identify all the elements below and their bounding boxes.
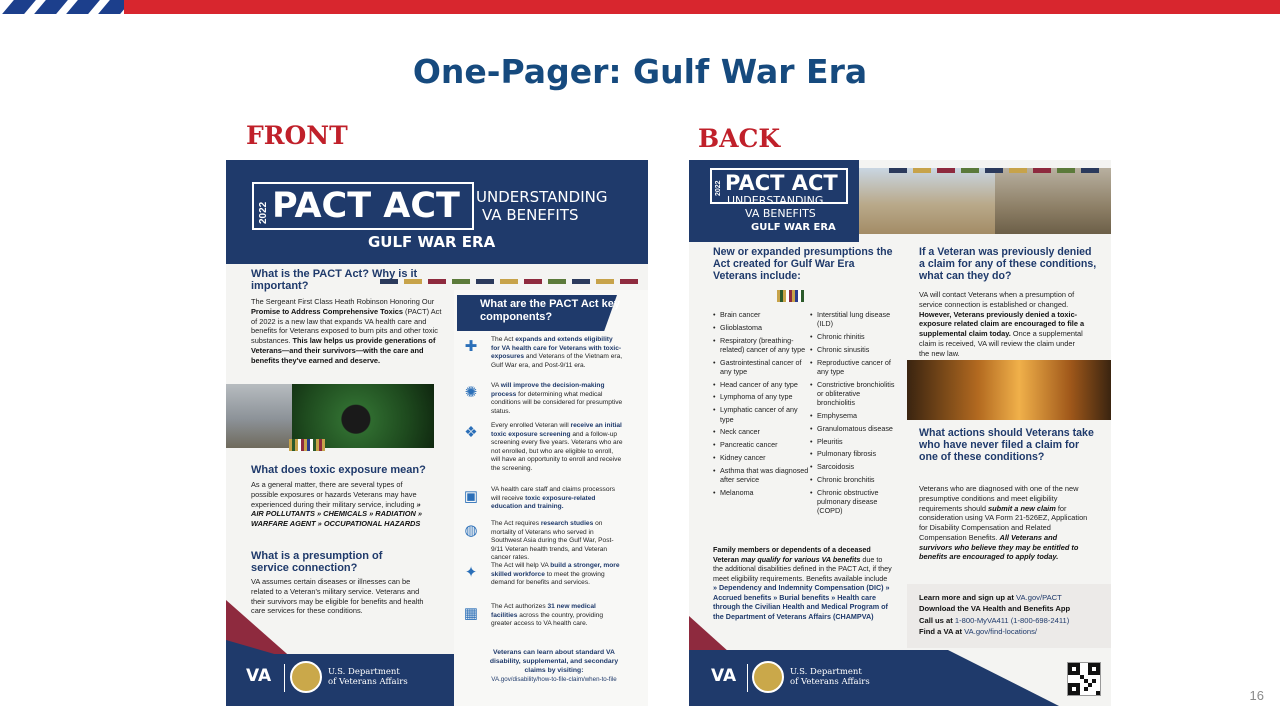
condition-item: • Reproductive cancer of any type	[810, 358, 896, 377]
banner-stripe	[34, 0, 68, 14]
va-seal-icon	[290, 661, 322, 693]
banner-stripe	[66, 0, 100, 14]
workforce-icon: ✦	[464, 564, 478, 581]
contact-call: Call us at 1-800-MyVA411 (1-800-698-2411)	[919, 615, 1070, 625]
contact-download-app: Download the VA Health and Benefits App	[919, 604, 1071, 614]
toxic-heading: What does toxic exposure mean?	[251, 464, 426, 476]
soldiers-desert-photo	[995, 168, 1111, 234]
va-department-name: U.S. Department of Veterans Affairs	[790, 667, 870, 687]
monitor-icon: ▣	[463, 488, 479, 505]
va-logo: VA	[246, 666, 272, 686]
back-header	[689, 160, 859, 242]
condition-item: • Interstitial lung disease (ILD)	[810, 310, 896, 329]
condition-item: • Respiratory (breathing-related) cancer of any type	[713, 336, 809, 355]
va-seal-icon	[752, 661, 784, 693]
sunset-soldiers-photo	[907, 360, 1111, 420]
front-label: FRONT	[246, 121, 348, 150]
va-department-name: U.S. Department of Veterans Affairs	[328, 667, 408, 687]
learn-more-text: Veterans can learn about standard VA disability, supplemental, and secondary claims by visiting:	[489, 649, 619, 674]
condition-item: • Brain cancer	[713, 310, 809, 319]
presumptions-heading: New or expanded presumptions the Act created for Gulf War Era Veterans include:	[713, 246, 893, 282]
service-ribbon	[777, 290, 804, 302]
condition-item: • Lymphatic cancer of any type	[713, 405, 809, 424]
condition-item: • Lymphoma of any type	[713, 392, 809, 401]
header-understanding: UNDERSTANDING	[727, 194, 824, 207]
presumption-heading: What is a presumption of service connection?	[251, 550, 383, 575]
conditions-column-1	[713, 310, 809, 500]
front-page	[226, 160, 648, 706]
actions-heading: What actions should Veterans take who have never filed a claim for one of these conditions?	[919, 427, 1094, 463]
header-gulf-war-era: GULF WAR ERA	[368, 233, 496, 251]
slide-title: One-Pager: Gulf War Era	[412, 52, 868, 91]
condition-item: • Kidney cancer	[713, 453, 809, 462]
condition-item: • Asthma that was diagnosed after service	[713, 466, 809, 485]
key-component-text: VA health care staff and claims processors will receive toxic exposure-related education and training.	[491, 486, 615, 511]
front-header	[226, 160, 648, 264]
va-logo: VA	[711, 666, 737, 686]
slide-number: 16	[1249, 688, 1264, 703]
banner-red-bar	[124, 0, 1280, 14]
condition-item: • Chronic obstructive pulmonary disease (COPD)	[810, 488, 896, 516]
key-component-text: VA will improve the decision-making process for determining what medical conditions will be considered for presumptive status.	[491, 382, 623, 415]
header-pact-act: PACT ACT	[272, 186, 460, 226]
key-component-text: The Act requires research studies on mortality of Veterans who served in Southwest Asia during the Gulf War, Post-9/11 Veteran health trends, and Veteran cancer rates.	[491, 520, 614, 562]
logo-divider	[747, 664, 748, 692]
contact-info	[919, 592, 1104, 638]
top-banner	[0, 0, 1280, 14]
header-year: 2022	[258, 201, 269, 224]
qr-code-icon[interactable]	[1067, 662, 1101, 696]
conditions-column-2	[810, 310, 896, 519]
condition-item: • Neck cancer	[713, 427, 809, 436]
clipboard-icon: ❖	[464, 424, 478, 441]
key-component-text: The Act expands and extends eligibility for VA health care for Veterans with toxic-exposures and Veterans of the Vietnam era, Gulf War era, and Post-9/11 era.	[491, 336, 623, 369]
denied-body: VA will contact Veterans when a presumption of service connection is established or changed. However, Veterans previously denied a toxic-exposure related claim are encouraged to file a supplemental claim today. Once a supplemental claim is received, VA will review the claim under the new law.	[919, 290, 1085, 358]
condition-item: • Glioblastoma	[713, 323, 809, 332]
header-gulf-war-era: GULF WAR ERA	[751, 222, 836, 233]
what-is-heading: What is the PACT Act? Why is it important?	[251, 268, 418, 293]
condition-item: • Sarcoidosis	[810, 462, 896, 471]
lightbulb-icon: ✺	[464, 384, 478, 401]
header-year: 2022	[715, 180, 722, 196]
header-pact-act: PACT ACT	[725, 171, 838, 195]
condition-item: • Emphysema	[810, 411, 896, 420]
helicopter-desert-photo	[859, 168, 995, 234]
condition-item: • Pulmonary fibrosis	[810, 449, 896, 458]
condition-item: • Chronic rhinitis	[810, 332, 896, 341]
toxic-body: As a general matter, there are several types of possible exposures or hazards Veterans may have experienced during their military service, including » AIR POLLUTANTS » CHEMICALS » RADIATION » WARFARE AGENT » OCCUPATIONAL HAZARDS	[251, 480, 422, 529]
banner-stripe	[2, 0, 36, 14]
aircraft-photo	[226, 384, 292, 448]
what-is-body: The Sergeant First Class Heath Robinson Honoring Our Promise to Address Comprehensive Toxics (PACT) Act of 2022 is a new law that expands VA health care and benefits for Veterans exposed to burn pits and other toxic substances. This law helps us provide generations of Veterans—and their survivors—with the care and benefits they've earned and deserve.	[251, 297, 442, 365]
medical-cross-icon: ✚	[464, 338, 478, 355]
condition-item: • Head cancer of any type	[713, 380, 809, 389]
key-components-title: What are the PACT Act key components?	[480, 298, 620, 323]
condition-item: • Pancreatic cancer	[713, 440, 809, 449]
service-ribbon	[289, 439, 325, 451]
condition-item: • Pleuritis	[810, 437, 896, 446]
condition-item: • Chronic sinusitis	[810, 345, 896, 354]
header-understanding: UNDERSTANDING	[476, 188, 608, 206]
logo-divider	[284, 664, 285, 692]
bottom-navy-shape	[689, 650, 1059, 706]
header-va-benefits: VA BENEFITS	[745, 207, 816, 220]
back-label: BACK	[698, 124, 781, 153]
contact-find-va: Find a VA at VA.gov/find-locations/	[919, 627, 1038, 637]
facility-icon: ▦	[463, 605, 479, 622]
contact-learn-more: Learn more and sign up at VA.gov/PACT	[919, 593, 1062, 602]
qr-pattern	[1068, 663, 1100, 695]
actions-body: Veterans who are diagnosed with one of the new presumptive conditions and meet eligibility requirements should submit a new claim for consideration using VA Form 21-526EZ, Application for Disability Compensation and Related Compensation Benefits. All Veterans and survivors who believe they may be entitled to benefits are encouraged to apply today.	[919, 484, 1088, 562]
color-dashes	[889, 168, 1099, 173]
condition-item: • Gastrointestinal cancer of any type	[713, 358, 809, 377]
header-va-benefits: VA BENEFITS	[482, 206, 579, 224]
condition-item: • Constrictive bronchiolitis or obliterative bronchiolitis	[810, 380, 896, 408]
back-page	[689, 160, 1111, 706]
condition-item: • Melanoma	[713, 488, 809, 497]
key-component-text: The Act authorizes 31 new medical facilities across the country, providing greater access to VA health care.	[491, 603, 604, 628]
condition-item: • Granulomatous disease	[810, 424, 896, 433]
learn-more-url: VA.gov/disability/how-to-file-claim/when-to-file	[491, 676, 617, 683]
key-component-text: Every enrolled Veteran will receive an initial toxic exposure screening and a follow-up screening every five years. Veterans who are not enrolled, but who are eligible to enroll, will have an opportunity to enroll and receive the screening.	[491, 422, 623, 472]
denied-heading: If a Veteran was previously denied a claim for any of these conditions, what can they do?	[919, 246, 1097, 282]
family-members-text: Family members or dependents of a deceased Veteran may qualify for various VA benefits due to the additional disabilities defined in the PACT Act, if they meet eligibility requirements. Benefits available include » Dependency and Indemnity Compensation (DIC) » Accrued benefits » Burial benefits » Health care through the Civilian Health and Medical Program of the Department of Veterans Affairs (CHAMPVA)	[713, 545, 892, 621]
condition-item: • Chronic bronchitis	[810, 475, 896, 484]
key-component-text: The Act will help VA build a stronger, more skilled workforce to meet the growing demand for benefits and services.	[491, 562, 620, 587]
presumption-body: VA assumes certain diseases or illnesses can be related to a Veteran's military service. Veterans and their survivors may be eligible for benefits and health care services for these conditions.	[251, 577, 424, 616]
research-icon: ◍	[464, 522, 478, 539]
